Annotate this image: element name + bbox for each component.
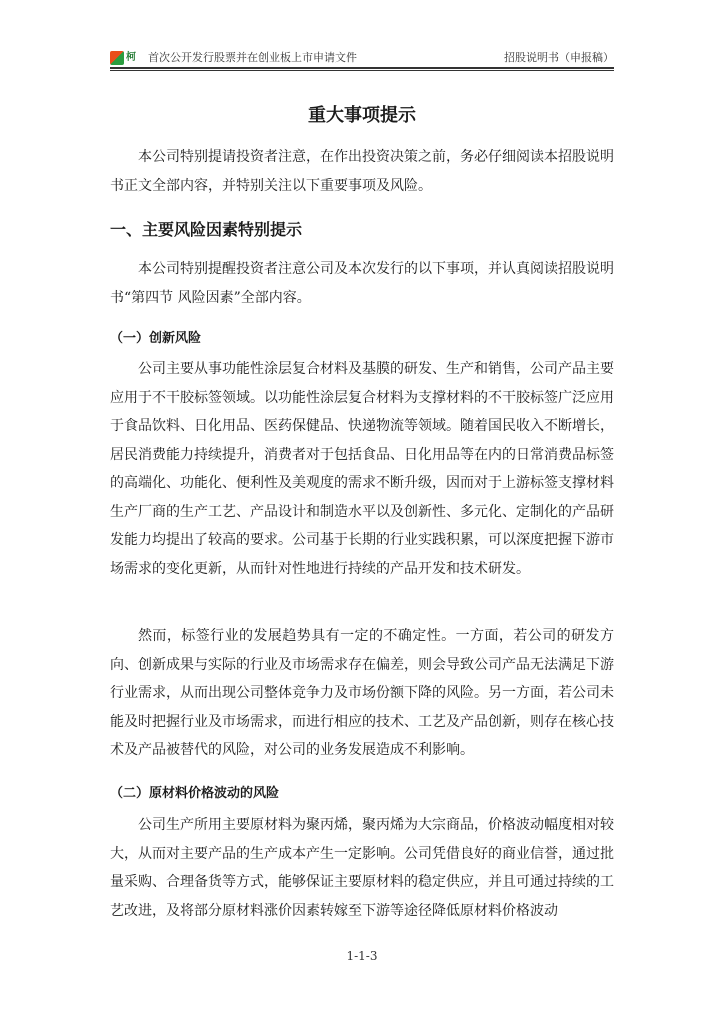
section-heading: 一、主要风险因素特别提示 bbox=[110, 220, 303, 239]
page-number: 1-1-3 bbox=[346, 949, 378, 963]
innovation-risk-paragraph-1: 公司主要从事功能性涂层复合材料及基膜的研发、生产和销售，公司产品主要应用于不干胶标签领域。以功能性涂层复合材料为支撑材料的不干胶标签广泛应用于食品饮料、日化用品、医药保健品、快递物流等领域。随着国民收入不断增长，居民消费能力持续提升，消费者对于包括食品、日化用品等在内的日常消费品标签的高端化、功能化、便利性及美观度的需求不断升级，因而对于上游标签支撑材料生产厂商的生产工艺、产品设计和制造水平以及创新性、多元化、定制化的产品研发能力均提出了较高的要求。公司基于长期的行业实践积累，可以深度把握下游市场需求的变化更新，从而针对性地进行持续的产品开发和技术研发。 bbox=[110, 361, 614, 577]
header-document-title: 首次公开发行股票并在创业板上市申请文件 bbox=[148, 51, 357, 64]
subsection-heading-innovation-risk: （一）创新风险 bbox=[110, 331, 202, 346]
logo-text: 柯 bbox=[126, 52, 136, 63]
innovation-risk-paragraph-2: 然而，标签行业的发展趋势具有一定的不确定性。一方面，若公司的研发方向、创新成果与实际的行业及市场需求存在偏差，则会导致公司产品无法满足下游行业需求，从而出现公司整体竞争力及市场份额下降的风险。另一方面，若公司未能及时把握行业及市场需求，而进行相应的技术、工艺及产品创新，则存在核心技术及产品被替代的风险，对公司的业务发展造成不利影响。 bbox=[110, 628, 614, 758]
header-divider bbox=[110, 67, 614, 69]
page-header bbox=[110, 50, 614, 68]
section-intro-paragraph: 本公司特别提醒投资者注意公司及本次发行的以下事项，并认真阅读招股说明书“第四节 风险因素”全部内容。 bbox=[110, 261, 614, 306]
raw-material-risk-paragraph: 公司生产所用主要原材料为聚丙烯，聚丙烯为大宗商品，价格波动幅度相对较大，从而对主要产品的生产成本产生一定影响。公司凭借良好的商业信誉，通过批量采购、合理备货等方式，能够保证主要原材料的稳定供应，并且可通过持续的工艺改进，及将部分原材料涨价因素转嫁至下游等途径降低原材料价格波动 bbox=[110, 817, 614, 919]
header-divider-thin bbox=[110, 70, 614, 71]
page-title: 重大事项提示 bbox=[308, 105, 416, 126]
subsection-heading-raw-material-risk: （二）原材料价格波动的风险 bbox=[110, 786, 280, 801]
intro-paragraph: 本公司特别提请投资者注意，在作出投资决策之前，务必仔细阅读本招股说明书正文全部内容，并特别关注以下重要事项及风险。 bbox=[110, 149, 614, 194]
logo-mark-icon bbox=[110, 51, 124, 65]
header-document-type: 招股说明书（申报稿） bbox=[504, 51, 614, 64]
